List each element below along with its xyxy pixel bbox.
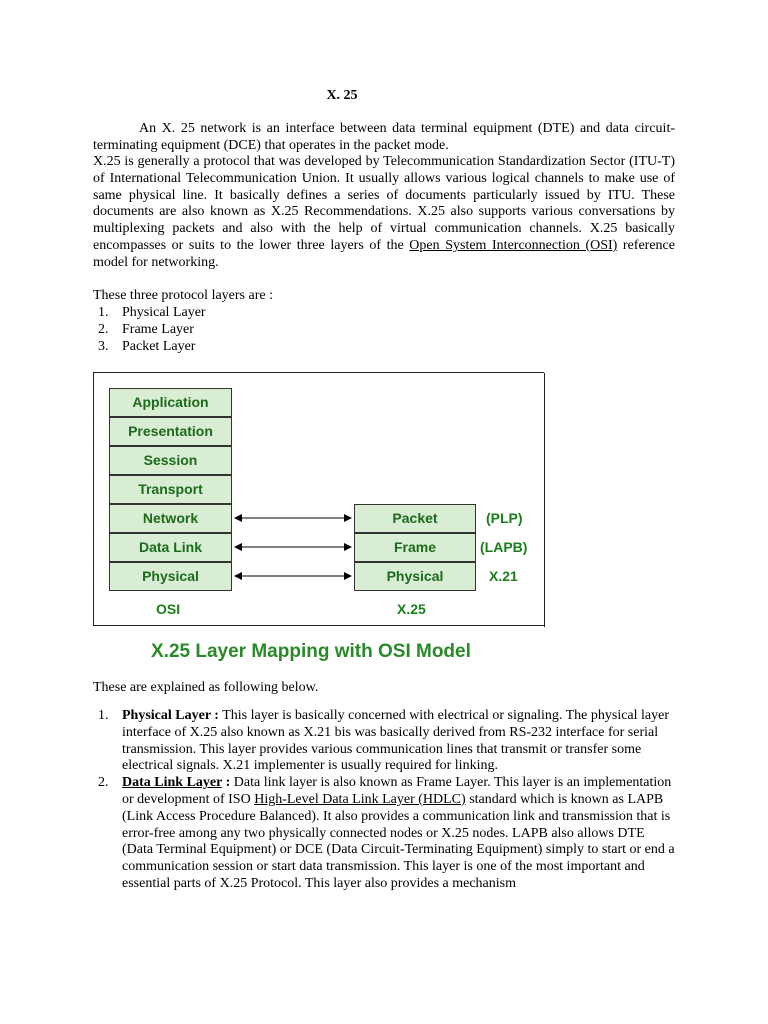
layers-list [93,305,206,355]
list-label: Packet Layer [122,338,196,354]
paragraph-description-tail: reference model for networking. [93,237,675,270]
mapping-arrows [94,373,545,627]
list-number: 1. [98,305,109,320]
list-label: Physical Layer [122,305,206,320]
tag-lapb: (LAPB) [480,539,528,555]
list-label: Frame Layer [122,321,194,337]
tag-x21: X.21 [489,568,518,584]
x25-layer-physical: Physical [354,562,476,591]
list-item [93,339,206,356]
item-text: Data link layer is also known as Frame Layer. This layer is an implementation or development of ISO [122,775,672,807]
list-item [93,708,675,775]
hdlc-link[interactable]: High-Level Data Link Layer (HDLC) [254,791,466,807]
list-item [93,775,675,893]
explanation-list [93,708,675,893]
item-text: This layer is basically concerned with electrical or signaling. The physical layer interface of X.25 also known as X.21 bis was basically derived from RS-232 interface for serial transmission. This layer provides various communication lines that transmit or transfer some electrical signals. X.21 implementer is usually required for linking. [122,708,670,774]
osi-layer-network: Network [109,504,232,533]
osi-layer-presentation: Presentation [109,417,232,446]
explain-intro: These are explained as following below. [93,680,319,695]
figure-caption: X.25 Layer Mapping with OSI Model [151,641,471,662]
item-heading-colon: : [222,775,231,791]
osi-layer-data-link: Data Link [109,533,232,562]
layers-intro: These three protocol layers are : [93,288,273,303]
osi-layer-physical: Physical [109,562,232,591]
list-number: 3. [98,338,109,354]
osi-x25-diagram [93,372,544,626]
item-heading: Data Link Layer [122,775,223,791]
osi-layer-transport: Transport [109,475,232,504]
list-body [122,708,675,775]
osi-link[interactable]: Open System Interconnection (OSI) [409,237,618,253]
paragraph-intro: An X. 25 network is an interface between data terminal equipment (DTE) and data circuit-terminating equipment (DCE) that operates in the packet mode. [93,121,675,153]
osi-layer-application: Application [109,388,232,417]
item-text-tail: standard which is known as LAPB (Link Access Procedure Balanced). It also provides a communication link and transmission that is error-free among any two physically connected nodes or X.25 nodes. LAPB also allows DTE (Data Terminal Equipment) or DCE (Data Circuit-Terminating Equipment) simply to start or end a communication session or start data transmission. This layer is one of the most important and essential parts of X.25 Protocol. This layer also provides a mechanism [122,791,675,891]
paragraph-description-text: X.25 is generally a protocol that was developed by Telecommunication Standardization Sector (ITU-T) of International Telecommunication Union. It usually allows various logical channels to make use of same physical line. It basically defines a series of documents particularly issued by ITU. These documents are also known as X.25 Recommendations. X.25 also supports various conversations by multiplexing packets and also with the help of virtual communication channels. X.25 basically encompasses or suits to the lower three layers of the [93,154,675,253]
paragraph-description [93,154,675,272]
list-number: 1. [98,708,109,723]
list-item [93,322,206,339]
osi-label: OSI [156,601,181,617]
list-body [122,775,675,893]
osi-layer-session: Session [109,446,232,475]
tag-plp: (PLP) [486,510,523,526]
x25-label: X.25 [397,601,426,617]
list-item [93,305,206,322]
list-number: 2. [98,775,109,791]
list-number: 2. [98,321,109,337]
doc-title: X. 25 [326,88,358,103]
x25-layer-packet: Packet [354,504,476,533]
x25-layer-frame: Frame [354,533,476,562]
item-heading: Physical Layer : [122,708,219,723]
